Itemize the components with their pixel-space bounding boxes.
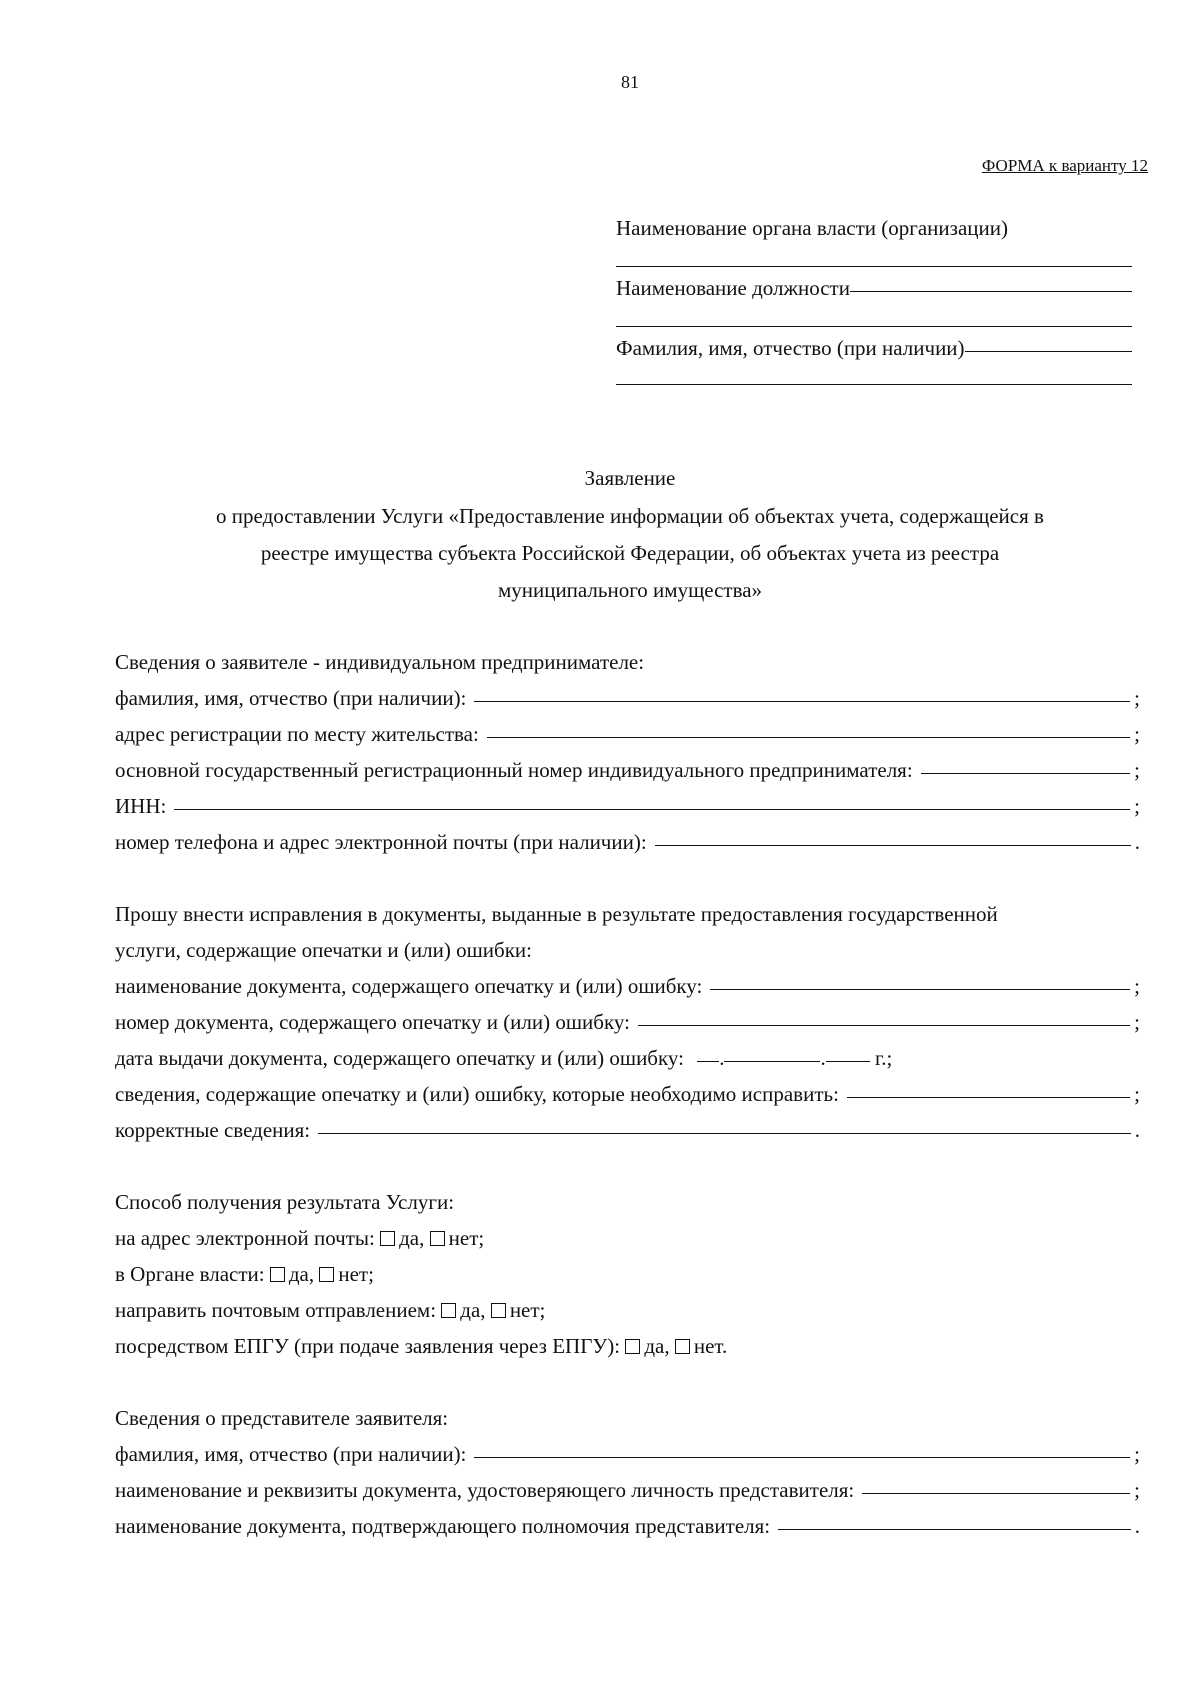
no-label: нет;: [338, 1262, 374, 1286]
delivery-epgu-label: посредством ЕПГУ (при подаче заявления через ЕПГУ):: [115, 1334, 621, 1358]
delivery-authority-no-checkbox[interactable]: [319, 1267, 334, 1282]
delivery-post-label: направить почтовым отправлением:: [115, 1298, 437, 1322]
representative-id-field[interactable]: [862, 1493, 1130, 1494]
no-label: нет.: [693, 1334, 728, 1358]
wrong-info-label: сведения, содержащие опечатку и (или) ошибку, которые необходимо исправить:: [115, 1082, 839, 1106]
yes-label: да,: [399, 1226, 425, 1250]
delivery-authority-yes-checkbox[interactable]: [270, 1267, 285, 1282]
delivery-post-row: [115, 1298, 545, 1323]
addressee-fio-label: Фамилия, имя, отчество (при наличии): [616, 336, 965, 360]
addressee-org-label: Наименование органа власти (организации): [616, 216, 1008, 240]
wrong-info-field[interactable]: [847, 1097, 1130, 1098]
applicant-fio-field[interactable]: [474, 701, 1130, 702]
representative-id-row: [115, 1478, 1140, 1506]
addressee-fio-field[interactable]: [965, 351, 1132, 352]
addressee-fio-row: [616, 336, 1132, 361]
representative-authority-label: наименование документа, подтверждающего полномочия представителя:: [115, 1514, 771, 1538]
doc-number-label: номер документа, содержащего опечатку и (или) ошибку:: [115, 1010, 630, 1034]
addressee-position-field[interactable]: [850, 291, 1132, 292]
addressee-position-line2[interactable]: [616, 326, 1132, 327]
representative-fio-field[interactable]: [474, 1457, 1130, 1458]
period: .: [1134, 830, 1140, 854]
wrong-info-row: [115, 1082, 1140, 1110]
applicant-address-row: [115, 722, 1140, 750]
no-label: нет;: [509, 1298, 546, 1322]
representative-fio-row: [115, 1442, 1140, 1470]
document-title: Заявление: [584, 466, 676, 490]
delivery-authority-label: в Органе власти:: [115, 1262, 265, 1286]
delivery-epgu-yes-checkbox[interactable]: [625, 1339, 640, 1354]
doc-name-row: [115, 974, 1140, 1002]
applicant-fio-row: [115, 686, 1140, 714]
applicant-heading: Сведения о заявителе - индивидуальном предпринимателе:: [115, 650, 645, 674]
applicant-ogrnip-field[interactable]: [921, 773, 1130, 774]
correct-info-label: корректные сведения:: [115, 1118, 311, 1142]
semicolon: ;: [1134, 1478, 1140, 1502]
semicolon: ;: [1134, 758, 1140, 782]
no-label: нет;: [448, 1226, 485, 1250]
applicant-contacts-label: номер телефона и адрес электронной почты (при наличии):: [115, 830, 647, 854]
representative-authority-field[interactable]: [778, 1529, 1131, 1530]
addressee-org-line[interactable]: [616, 266, 1132, 267]
addressee-position-row: [616, 276, 1132, 301]
yes-label: да,: [460, 1298, 486, 1322]
doc-date-year-field[interactable]: [826, 1061, 870, 1062]
applicant-ogrnip-label: основной государственный регистрационный номер индивидуального предпринимателя:: [115, 758, 913, 782]
applicant-contacts-field[interactable]: [655, 845, 1131, 846]
applicant-fio-label: фамилия, имя, отчество (при наличии):: [115, 686, 467, 710]
date-dot: .: [820, 1046, 826, 1070]
applicant-ogrnip-row: [115, 758, 1140, 786]
applicant-inn-row: [115, 794, 1140, 822]
addressee-fio-line2[interactable]: [616, 384, 1132, 385]
applicant-address-field[interactable]: [487, 737, 1130, 738]
semicolon: ;: [1134, 1010, 1140, 1034]
delivery-post-no-checkbox[interactable]: [491, 1303, 506, 1318]
delivery-email-label: на адрес электронной почты:: [115, 1226, 375, 1250]
applicant-inn-field[interactable]: [174, 809, 1130, 810]
semicolon: ;: [1134, 1442, 1140, 1466]
page-number: 81: [621, 72, 639, 92]
delivery-email-row: [115, 1226, 484, 1251]
semicolon: ;: [1134, 794, 1140, 818]
doc-name-field[interactable]: [710, 989, 1130, 990]
doc-date-row: [115, 1046, 892, 1071]
delivery-heading: Способ получения результата Услуги:: [115, 1190, 455, 1214]
doc-number-row: [115, 1010, 1140, 1038]
yes-label: да,: [288, 1262, 315, 1286]
delivery-post-yes-checkbox[interactable]: [441, 1303, 456, 1318]
representative-heading: Сведения о представителе заявителя:: [115, 1406, 449, 1430]
doc-date-day-field[interactable]: [697, 1061, 719, 1062]
correct-info-row: [115, 1118, 1140, 1146]
applicant-contacts-row: [115, 830, 1140, 858]
title-line-2: о предоставлении Услуги «Предоставление информации об объектах учета, содержащейся в: [216, 504, 1044, 528]
semicolon: ;: [1134, 1082, 1140, 1106]
year-suffix: г.;: [874, 1046, 893, 1070]
doc-date-month-field[interactable]: [724, 1061, 820, 1062]
semicolon: ;: [1134, 974, 1140, 998]
correction-text-line-1: Прошу внести исправления в документы, выданные в результате предоставления государственной: [115, 902, 998, 926]
semicolon: ;: [1134, 722, 1140, 746]
doc-date-label: дата выдачи документа, содержащего опечатку и (или) ошибку:: [115, 1046, 684, 1070]
applicant-address-label: адрес регистрации по месту жительства:: [115, 722, 479, 746]
delivery-email-yes-checkbox[interactable]: [380, 1231, 395, 1246]
delivery-email-no-checkbox[interactable]: [430, 1231, 445, 1246]
addressee-position-label: Наименование должности: [616, 276, 850, 300]
representative-fio-label: фамилия, имя, отчество (при наличии):: [115, 1442, 467, 1466]
title-line-4: муниципального имущества»: [497, 578, 763, 602]
title-line-3: реестре имущества субъекта Российской Федерации, об объектах учета из реестра: [260, 541, 1000, 565]
period: .: [1134, 1514, 1140, 1538]
delivery-epgu-row: [115, 1334, 727, 1359]
delivery-authority-row: [115, 1262, 374, 1287]
correct-info-field[interactable]: [318, 1133, 1131, 1134]
applicant-inn-label: ИНН:: [115, 794, 167, 818]
representative-authority-row: [115, 1514, 1140, 1542]
semicolon: ;: [1134, 686, 1140, 710]
yes-label: да,: [644, 1334, 670, 1358]
doc-number-field[interactable]: [638, 1025, 1130, 1026]
delivery-epgu-no-checkbox[interactable]: [675, 1339, 690, 1354]
correction-text-line-2: услуги, содержащие опечатки и (или) ошибки:: [115, 938, 532, 962]
date-dot: .: [719, 1046, 725, 1070]
representative-id-label: наименование и реквизиты документа, удостоверяющего личность представителя:: [115, 1478, 855, 1502]
doc-name-label: наименование документа, содержащего опечатку и (или) ошибку:: [115, 974, 703, 998]
form-reference: ФОРМА к варианту 12: [981, 156, 1148, 175]
period: .: [1134, 1118, 1140, 1142]
